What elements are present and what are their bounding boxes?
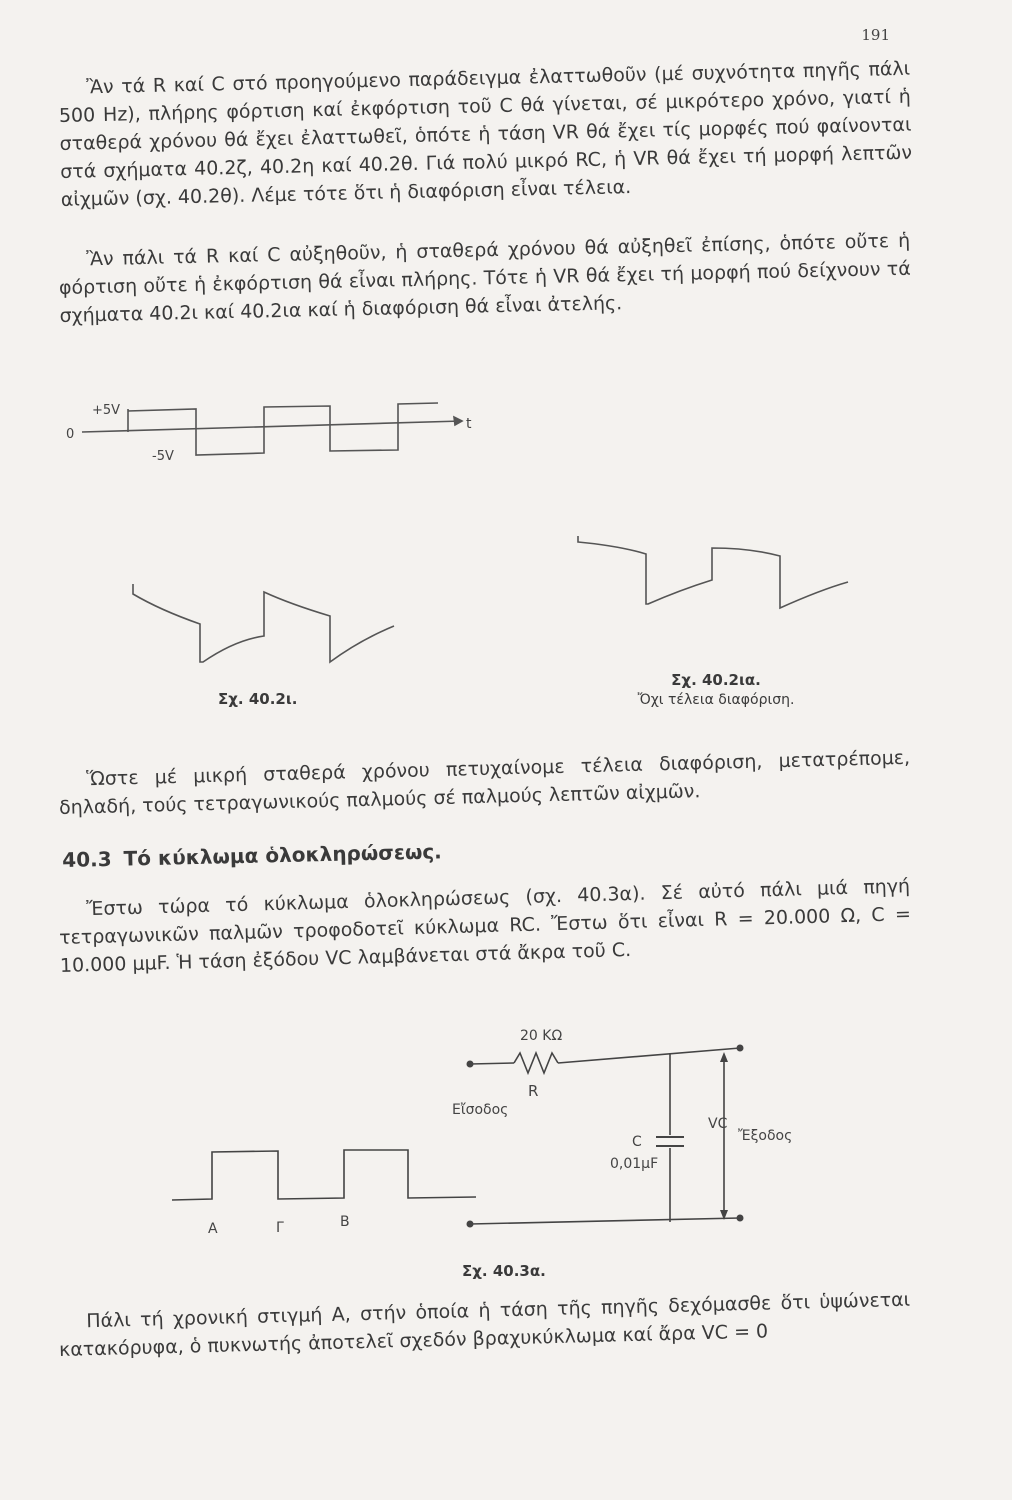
resistor-label: R xyxy=(528,1082,539,1100)
resistor-zigzag xyxy=(514,1053,558,1073)
capacitor-label: C xyxy=(632,1134,642,1150)
bottom-wire xyxy=(470,1218,740,1224)
t-axis-label: t xyxy=(466,416,472,432)
paragraph-instant-a: Πάλι τή χρονική στιγμή Α, στήν ὁποία ἡ τάση τῆς πηγῆς δεχόμασθε ὅτι ὑψώνεται κατακόρυφα, ὁ πυκνωτής ἀποτελεῖ σχεδόν βραχυκύκλωμα καί ἄρα VC = 0 xyxy=(58,1288,911,1361)
section-title: Τό κύκλωμα ὁλοκληρώσεως. xyxy=(123,839,443,871)
caption-fig-40-2ia-subtitle: Ὄχι τέλεια διαφόριση. xyxy=(637,692,795,708)
point-b-label: Β xyxy=(340,1214,350,1230)
resistor-value-label: 20 KΩ xyxy=(520,1028,563,1044)
caption-fig-40-2i: Σχ. 40.2ι. xyxy=(218,690,298,708)
output-arrow-head-top xyxy=(720,1052,728,1062)
output-terminal-bottom xyxy=(737,1215,744,1222)
input-label: Εἴσοδος xyxy=(452,1102,509,1118)
point-a-label: Α xyxy=(208,1221,218,1237)
paragraph-increase-rc: Ἂν πάλι τά R καί C αὐξηθοῦν, ἡ σταθερά χρόνου θά αὐξηθεῖ ἐπίσης, ὁπότε οὔτε ἡ φόρτιση οὔτε ἡ ἐκφόρτιση θά εἶναι πλήρης. Τότε ἡ VR θά ἔχει τή μορφή πού δείχνουν τά σχήματα 40.2ι καί 40.2ια καί ἡ διαφόριση θά εἶναι ἀτελής. xyxy=(58,229,911,327)
point-g-label: Γ xyxy=(276,1220,284,1236)
page-number: 191 xyxy=(861,26,890,44)
caption-fig-40-2ia-title: Σχ. 40.2ια. xyxy=(671,671,761,689)
zero-label: 0 xyxy=(66,427,75,442)
caption-fig-40-3a: Σχ. 40.3α. xyxy=(462,1262,546,1280)
paragraph-integration-circuit: Ἔστω τώρα τό κύκλωμα ὁλοκληρώσεως (σχ. 40.3α). Σέ αὐτό πάλι μιά πηγή τετραγωνικῶν παλμῶν τροφοδοτεῖ κύκλωμα RC. Ἔστω ὅτι εἶναι R = 20.000 Ω, C = 10.000 μμF. Ἡ τάση ἐξόδου VC λαμβάνεται στά ἄκρα τοῦ C. xyxy=(58,875,912,977)
output-voltage-label: VC xyxy=(708,1116,728,1132)
minus-5v-label: -5V xyxy=(152,449,174,464)
input-pulse-train xyxy=(172,1150,476,1200)
top-wire-right xyxy=(558,1048,740,1063)
output-label: Ἔξοδος xyxy=(738,1128,793,1144)
top-wire-left xyxy=(470,1063,514,1064)
section-number: 40.3 xyxy=(62,846,112,872)
output-terminal-top xyxy=(737,1045,744,1052)
plus-5v-label: +5V xyxy=(92,403,121,418)
paragraph-conclusion: Ὥστε μέ μικρή σταθερά χρόνου πετυχαίνομε τέλεια διαφόριση, μετατρέπομε, δηλαδή, τούς τετραγωνικούς παλμούς σέ παλμούς λεπτῶν αἰχμῶν. xyxy=(58,746,911,819)
paragraph-decrease-rc: Ἂν τά R καί C στό προηγούμενο παράδειγμα ἐλαττωθοῦν (μέ συχνότητα πηγῆς πάλι 500 Hz), πλήρης φόρτιση καί ἐκφόρτιση τοῦ C θά γίνεται, σέ μικρότερο χρόνο, γιατί ἡ σταθερά χρόνου θά ἔχει ἐλαττωθεῖ, ὁπότε ἡ τάση VR θά ἔχει τίς μορφές πού φαίνονται στά σχήματα 40.2ζ, 40.2η καί 40.2θ. Γιά πολύ μικρό RC, ἡ VR θά ἔχει τή μορφή λεπτῶν αἰχμῶν (σχ. 40.2θ). Λέμε τότε ὅτι ἡ διαφόριση εἶναι τέλεια. xyxy=(58,57,913,211)
capacitor-value-label: 0,01μF xyxy=(610,1156,659,1172)
input-terminal-bottom xyxy=(467,1221,474,1228)
input-terminal-top xyxy=(467,1061,474,1068)
